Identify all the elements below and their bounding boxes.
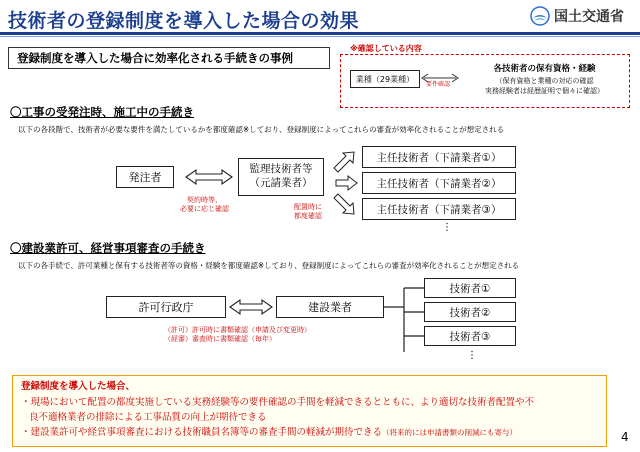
confirm-detail-line1: （保有資格と業種の対応の確認: [495, 77, 594, 85]
engineer-text-1: 主任技術者（下請業者①）: [376, 151, 502, 164]
confirm-detail-title: 各技術者の保有資格・経験: [493, 64, 596, 74]
subtitle-text: 登録制度を導入した場合に効率化される手続きの事例: [17, 51, 293, 65]
summary-content: [13, 376, 606, 440]
engineer-text-3: 主任技術者（下請業者③）: [376, 203, 502, 216]
contract-note-line1: 契約時等、: [187, 196, 222, 204]
page-number: 4: [621, 430, 629, 444]
tech-text-3: 技術者③: [449, 330, 491, 343]
contractor-engineer-bracket: [384, 288, 424, 352]
section2-heading: 〇建設業許可、経営事項審査の手続き: [10, 241, 206, 255]
tech-text-1: 技術者①: [449, 282, 491, 295]
engineer-text-2: 主任技術者（下請業者②）: [376, 177, 502, 190]
summary-bullet1-line2: 良不適格業者の排除による工事品質の向上が期待できる: [29, 411, 267, 423]
supervisor-line2: （元請業者）: [249, 177, 313, 189]
confirm-detail-line2: 実務経験者は経歴証明で個々に確認）: [485, 87, 604, 95]
supervisor-engineer-arrows: [334, 152, 357, 214]
page-title: 技術者の登録制度を導入した場合の効果: [8, 10, 360, 32]
summary-bullet2: [21, 426, 598, 440]
summary-bullet2-text: ・建設業許可や経営事項審査における技術職員名簿等の審査手間の軽減が期待できる: [21, 426, 383, 438]
permit-note-line1: （許可）許可時に書類確認（申請及び変更時）: [164, 326, 311, 334]
assign-note-line1: 配置時に: [294, 203, 322, 211]
assign-note-line2: 都度確認: [294, 211, 322, 220]
supervisor-line1: 監理技術者等: [249, 163, 313, 176]
confirm-label: ※確認している内容: [350, 44, 422, 53]
summary-bullet1-line1: ・現場において配置の都度実施している実務経験等の要件確認の手間を軽減できるとともに、より適切な技術者配置や不: [21, 397, 535, 409]
contract-note-line2: 必要に応じ確認: [180, 204, 229, 213]
orderer-supervisor-arrow: [186, 170, 232, 184]
summary-lead: 登録制度を導入した場合、: [21, 381, 136, 392]
confirm-arrow-label: 要件確認: [426, 81, 451, 88]
section1-ellipsis: ⋮: [442, 222, 452, 233]
logo-text: 国土交通省: [554, 9, 624, 25]
confirm-double-arrow: [422, 74, 458, 82]
authority-text: 許可行政庁: [138, 301, 194, 314]
section2-desc: 以下の各手続で、許可業種と保有する技術者等の資格・経験を都度確認※しており、登録制度によってこれらの審査が効率化されることが想定される: [18, 261, 520, 270]
section2-ellipsis: ⋮: [467, 350, 477, 361]
summary-bullet2-note: （将来的には申請書類の削減にも寄与）: [382, 427, 518, 437]
confirm-industry-text: 業種（29業種）: [355, 74, 415, 84]
orderer-text: 発注者: [128, 171, 162, 184]
contractor-text: 建設業者: [308, 301, 352, 314]
permit-note-line2: （経審）審査時に書類確認（毎年）: [164, 334, 276, 343]
authority-contractor-arrow: [230, 300, 272, 314]
tech-text-2: 技術者②: [449, 306, 491, 319]
section1-desc: 以下の各段階で、技術者が必要な要件を満たしているかを都度確認※しており、登録制度によってこれらの審査が効率化されることが想定される: [18, 125, 505, 134]
section1-heading: 〇工事の受発注時、施工中の手続き: [10, 105, 194, 119]
summary-box: [12, 375, 607, 447]
